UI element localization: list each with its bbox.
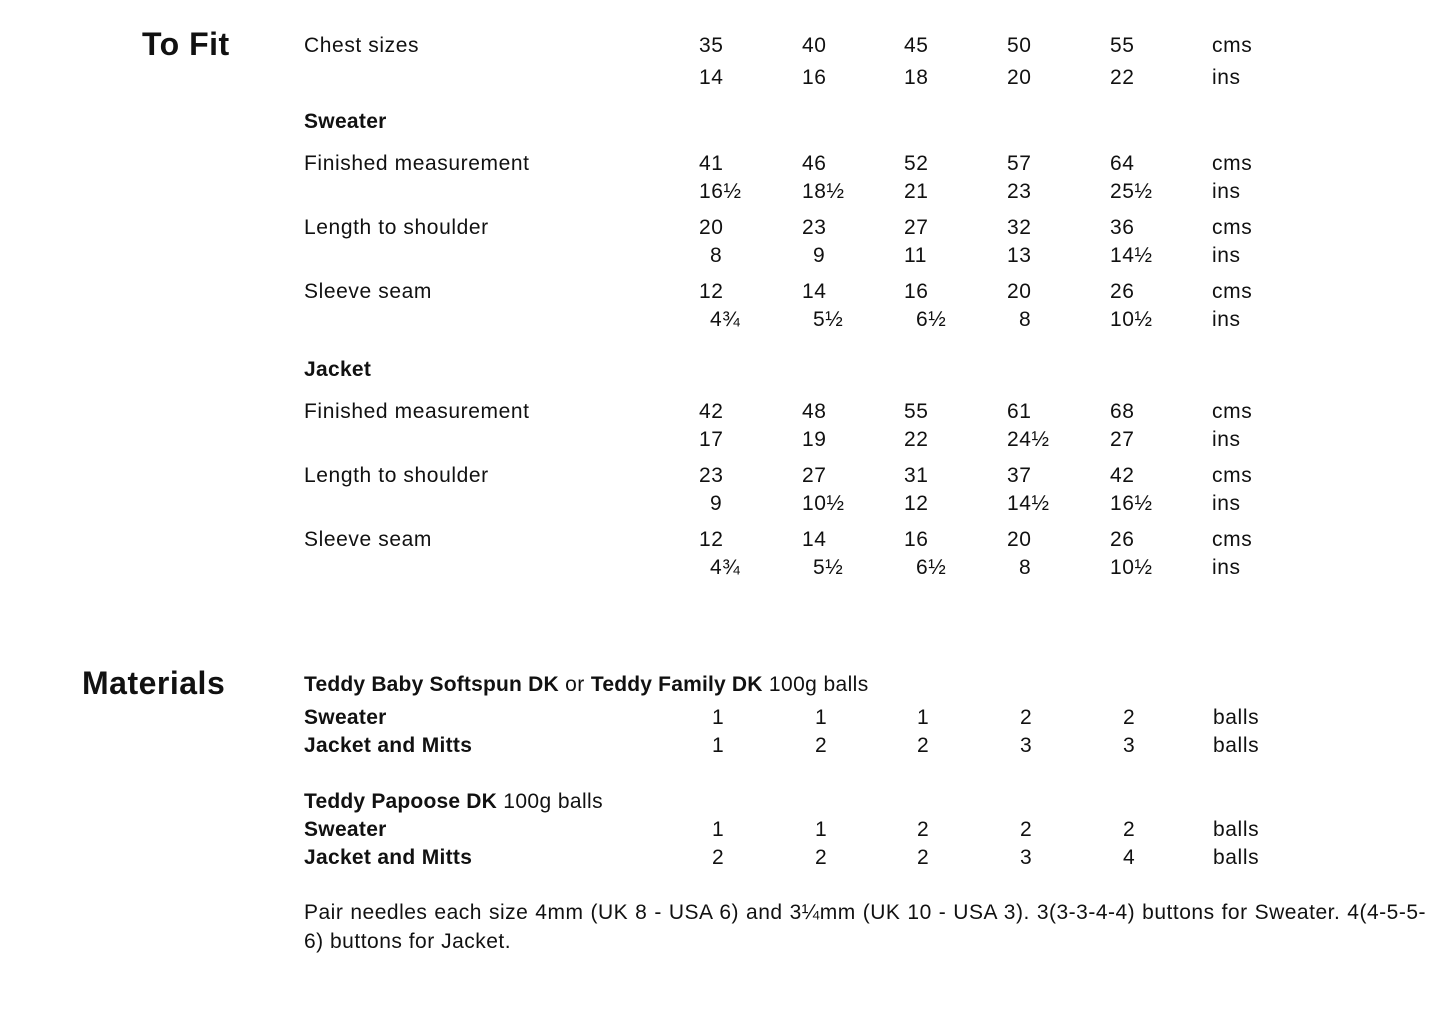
unit-cms: cms bbox=[1212, 34, 1253, 57]
measurement-label: Finished measurement bbox=[304, 400, 530, 423]
value: 9 bbox=[813, 244, 826, 267]
value: 12 bbox=[699, 280, 724, 303]
materials-row bbox=[0, 732, 1445, 760]
unit-ins: ins bbox=[1212, 244, 1241, 267]
value: 1 bbox=[712, 706, 725, 729]
value: 27 bbox=[904, 216, 929, 239]
value: 17 bbox=[699, 428, 724, 451]
value: 24½ bbox=[1007, 428, 1050, 451]
value: 11 bbox=[904, 244, 927, 267]
unit-ins: ins bbox=[1212, 556, 1241, 579]
value: 41 bbox=[699, 152, 724, 175]
value: 2 bbox=[1020, 706, 1033, 729]
unit-cms: cms bbox=[1212, 400, 1253, 423]
measurement-label: Finished measurement bbox=[304, 152, 530, 175]
value: 20 bbox=[699, 216, 724, 239]
value: 5½ bbox=[813, 556, 844, 579]
chest-cms-row bbox=[0, 32, 1445, 60]
value: 2 bbox=[1020, 818, 1033, 841]
measurement-label: Sleeve seam bbox=[304, 280, 432, 303]
value: 46 bbox=[802, 152, 827, 175]
jacket-title: Jacket bbox=[304, 358, 372, 381]
value: 6½ bbox=[916, 308, 947, 331]
unit-ins: ins bbox=[1212, 66, 1241, 89]
value: 8 bbox=[1019, 308, 1032, 331]
value: 12 bbox=[904, 492, 929, 515]
value: 1 bbox=[815, 818, 828, 841]
yarn-name: Teddy Papoose DK bbox=[304, 790, 498, 813]
measurement-label: Length to shoulder bbox=[304, 464, 489, 487]
jacket-sleeve-ins-row bbox=[0, 554, 1445, 582]
value: 1 bbox=[917, 706, 930, 729]
value: 32 bbox=[1007, 216, 1032, 239]
value: 31 bbox=[904, 464, 929, 487]
unit-cms: cms bbox=[1212, 528, 1253, 551]
yarn-group-2-title bbox=[304, 788, 603, 816]
unit-cms: cms bbox=[1212, 216, 1253, 239]
value: 21 bbox=[904, 180, 929, 203]
value: 3 bbox=[1123, 734, 1136, 757]
value: 14 bbox=[699, 66, 724, 89]
jacket-finished-ins-row bbox=[0, 426, 1445, 454]
value: 1 bbox=[712, 734, 725, 757]
value: 2 bbox=[917, 818, 930, 841]
value: 25½ bbox=[1110, 180, 1153, 203]
value: 14½ bbox=[1007, 492, 1050, 515]
value: 5½ bbox=[813, 308, 844, 331]
jacket-length-ins-row bbox=[0, 490, 1445, 518]
value: 16½ bbox=[699, 180, 742, 203]
value: 4 bbox=[1123, 846, 1136, 869]
value: 27 bbox=[802, 464, 827, 487]
to-fit-heading: To Fit bbox=[142, 26, 230, 62]
sweater-length-cms-row bbox=[0, 214, 1445, 242]
materials-row bbox=[0, 844, 1445, 872]
value: 16 bbox=[904, 528, 929, 551]
value: 68 bbox=[1110, 400, 1135, 423]
value: 20 bbox=[1007, 66, 1032, 89]
value: 4¾ bbox=[710, 308, 741, 331]
value: 23 bbox=[1007, 180, 1032, 203]
value: 22 bbox=[1110, 66, 1135, 89]
unit-balls: balls bbox=[1213, 706, 1260, 729]
value: 55 bbox=[1110, 34, 1135, 57]
value: 48 bbox=[802, 400, 827, 423]
yarn-name: Teddy Family DK bbox=[590, 673, 763, 696]
yarn-name: Teddy Baby Softspun DK bbox=[304, 673, 559, 696]
value: 52 bbox=[904, 152, 929, 175]
value: 1 bbox=[712, 818, 725, 841]
value: 37 bbox=[1007, 464, 1032, 487]
value: 23 bbox=[802, 216, 827, 239]
sweater-finished-cms-row bbox=[0, 150, 1445, 178]
value: 26 bbox=[1110, 528, 1135, 551]
value: 2 bbox=[1123, 706, 1136, 729]
value: 2 bbox=[815, 734, 828, 757]
value: 10½ bbox=[1110, 556, 1153, 579]
unit-ins: ins bbox=[1212, 308, 1241, 331]
value: 61 bbox=[1007, 400, 1032, 423]
jacket-finished-cms-row bbox=[0, 398, 1445, 426]
value: 16 bbox=[904, 280, 929, 303]
unit-cms: cms bbox=[1212, 280, 1253, 303]
sweater-finished-ins-row bbox=[0, 178, 1445, 206]
value: 2 bbox=[815, 846, 828, 869]
value: 42 bbox=[1110, 464, 1135, 487]
value: 2 bbox=[1123, 818, 1136, 841]
value: 3 bbox=[1020, 846, 1033, 869]
sweater-title: Sweater bbox=[304, 110, 387, 133]
needles-buttons-note: Pair needles each size 4mm (UK 8 - USA 6) and 3¼mm (UK 10 - USA 3). 3(3-3-4-4) buttons for Sweater. 4(4-5-5-6) buttons for Jacket. bbox=[304, 901, 1426, 953]
value: 35 bbox=[699, 34, 724, 57]
value: 42 bbox=[699, 400, 724, 423]
value: 2 bbox=[917, 846, 930, 869]
unit-balls: balls bbox=[1213, 818, 1260, 841]
garment-label: Sweater bbox=[304, 706, 387, 729]
value: 10½ bbox=[1110, 308, 1153, 331]
garment-label: Jacket and Mitts bbox=[304, 734, 473, 757]
value: 10½ bbox=[802, 492, 845, 515]
garment-label: Jacket and Mitts bbox=[304, 846, 473, 869]
jacket-title-row bbox=[0, 356, 1445, 384]
value: 14 bbox=[802, 528, 827, 551]
value: 20 bbox=[1007, 528, 1032, 551]
value: 16 bbox=[802, 66, 827, 89]
value: 64 bbox=[1110, 152, 1135, 175]
value: 19 bbox=[802, 428, 827, 451]
ball-weight: 100g balls bbox=[503, 790, 604, 813]
materials-row bbox=[0, 704, 1445, 732]
measurement-label: Length to shoulder bbox=[304, 216, 489, 239]
unit-balls: balls bbox=[1213, 846, 1260, 869]
value: 1 bbox=[815, 706, 828, 729]
unit-ins: ins bbox=[1212, 180, 1241, 203]
value: 26 bbox=[1110, 280, 1135, 303]
unit-cms: cms bbox=[1212, 464, 1253, 487]
value: 2 bbox=[917, 734, 930, 757]
value: 20 bbox=[1007, 280, 1032, 303]
ball-weight: 100g balls bbox=[768, 673, 869, 696]
chest-ins-row bbox=[0, 64, 1445, 92]
yarn-group-1-title bbox=[304, 671, 869, 699]
value: 8 bbox=[710, 244, 723, 267]
sweater-sleeve-cms-row bbox=[0, 278, 1445, 306]
value: 18½ bbox=[802, 180, 845, 203]
value: 2 bbox=[712, 846, 725, 869]
value: 18 bbox=[904, 66, 929, 89]
value: 4¾ bbox=[710, 556, 741, 579]
value: 13 bbox=[1007, 244, 1032, 267]
value: 14½ bbox=[1110, 244, 1153, 267]
value: 3 bbox=[1020, 734, 1033, 757]
value: 16½ bbox=[1110, 492, 1153, 515]
sweater-title-row bbox=[0, 108, 1445, 136]
unit-cms: cms bbox=[1212, 152, 1253, 175]
unit-ins: ins bbox=[1212, 492, 1241, 515]
value: 36 bbox=[1110, 216, 1135, 239]
value: 14 bbox=[802, 280, 827, 303]
value: 45 bbox=[904, 34, 929, 57]
jacket-length-cms-row bbox=[0, 462, 1445, 490]
value: 57 bbox=[1007, 152, 1032, 175]
materials-row bbox=[0, 816, 1445, 844]
value: 22 bbox=[904, 428, 929, 451]
value: 50 bbox=[1007, 34, 1032, 57]
jacket-sleeve-cms-row bbox=[0, 526, 1445, 554]
unit-balls: balls bbox=[1213, 734, 1260, 757]
value: 27 bbox=[1110, 428, 1135, 451]
measurement-label: Sleeve seam bbox=[304, 528, 432, 551]
value: 9 bbox=[710, 492, 723, 515]
value: 8 bbox=[1019, 556, 1032, 579]
chest-sizes-label: Chest sizes bbox=[304, 34, 420, 57]
garment-label: Sweater bbox=[304, 818, 387, 841]
value: 23 bbox=[699, 464, 724, 487]
value: 6½ bbox=[916, 556, 947, 579]
sweater-sleeve-ins-row bbox=[0, 306, 1445, 334]
or-text: or bbox=[565, 673, 585, 696]
materials-heading: Materials bbox=[82, 665, 226, 701]
value: 40 bbox=[802, 34, 827, 57]
unit-ins: ins bbox=[1212, 428, 1241, 451]
sweater-length-ins-row bbox=[0, 242, 1445, 270]
value: 12 bbox=[699, 528, 724, 551]
value: 55 bbox=[904, 400, 929, 423]
